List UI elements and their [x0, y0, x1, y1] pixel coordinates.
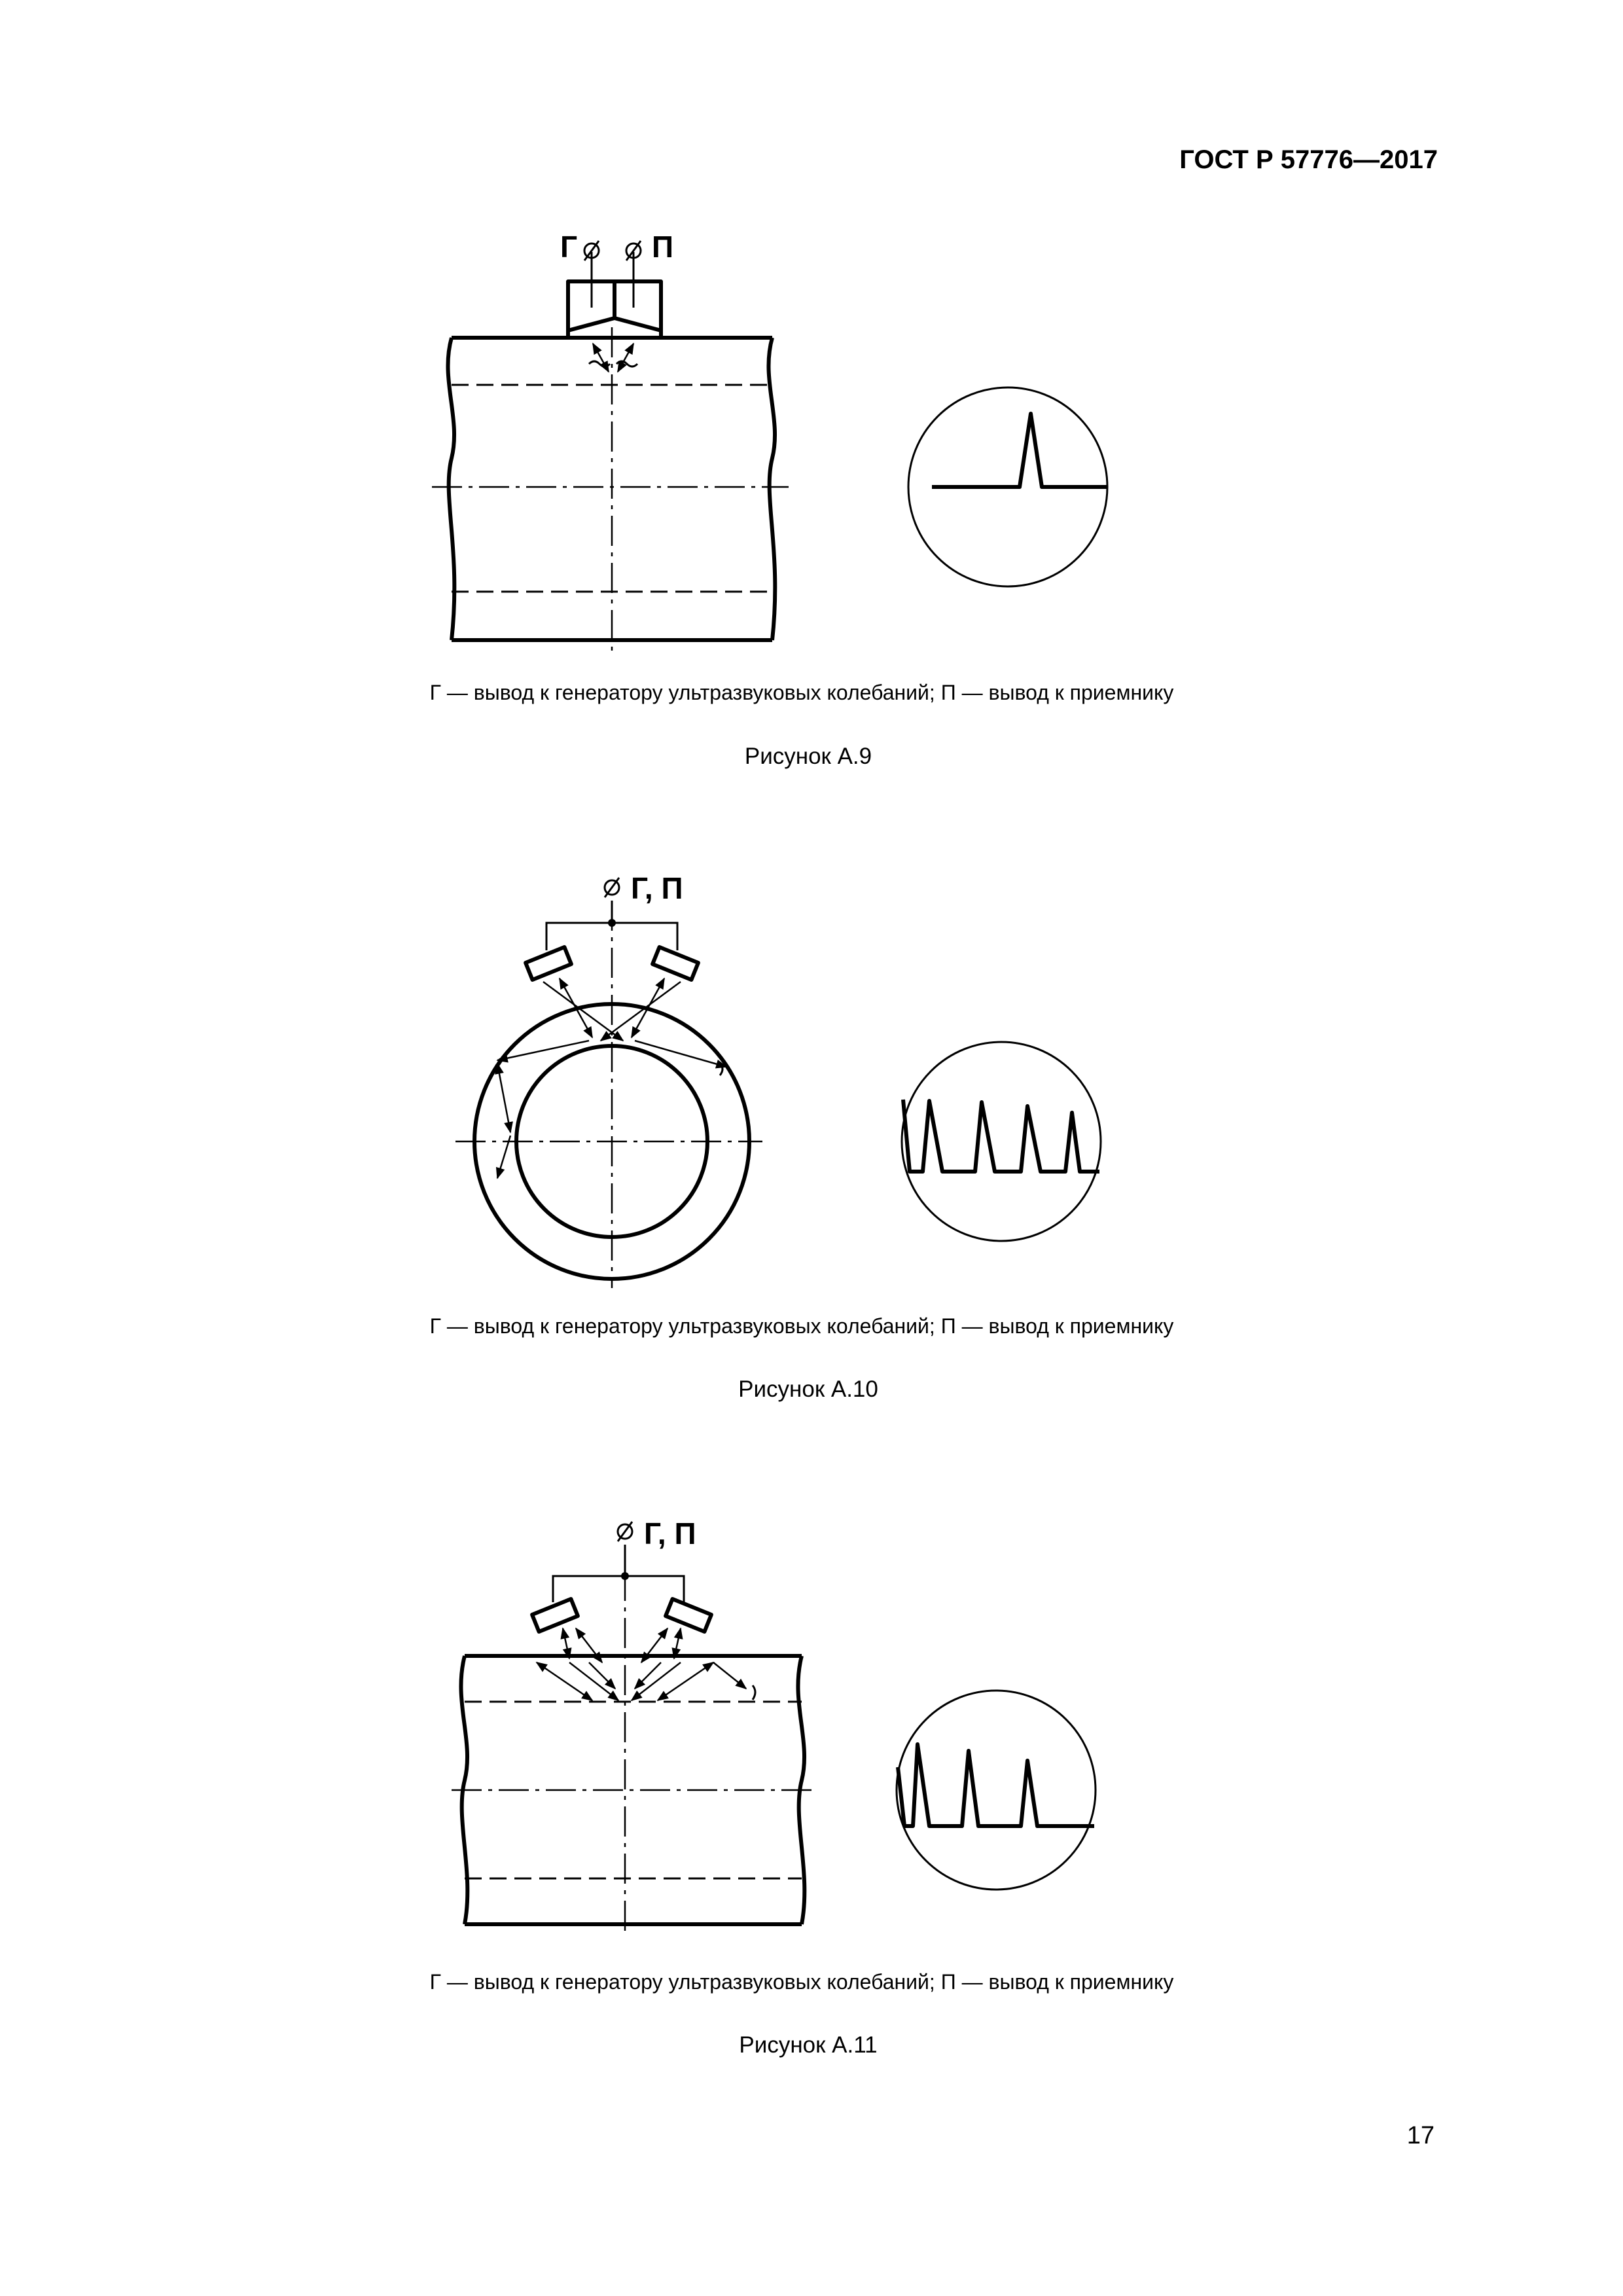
figure-a11-caption: Рисунок А.11	[739, 2032, 878, 2058]
terminal-label-g: Г	[560, 230, 578, 264]
terminal-label-p: П	[652, 230, 674, 264]
figure-a9-caption: Рисунок А.9	[744, 744, 872, 769]
page-number: 17	[1406, 2122, 1435, 2149]
terminal-label-gp: Г, П	[631, 871, 683, 905]
terminal-label-gp-2: Г, П	[644, 1516, 696, 1551]
figure-a9-legend: Г — вывод к генератору ультразвуковых колебаний; П — вывод к приемнику	[429, 681, 1174, 704]
figure-a11-legend: Г — вывод к генератору ультразвуковых колебаний; П — вывод к приемнику	[429, 1970, 1174, 1994]
document-header: ГОСТ Р 57776—2017	[1179, 145, 1438, 174]
figure-a10-legend: Г — вывод к генератору ультразвуковых колебаний; П — вывод к приемнику	[429, 1314, 1174, 1338]
figure-a10-caption: Рисунок А.10	[738, 1376, 878, 1402]
